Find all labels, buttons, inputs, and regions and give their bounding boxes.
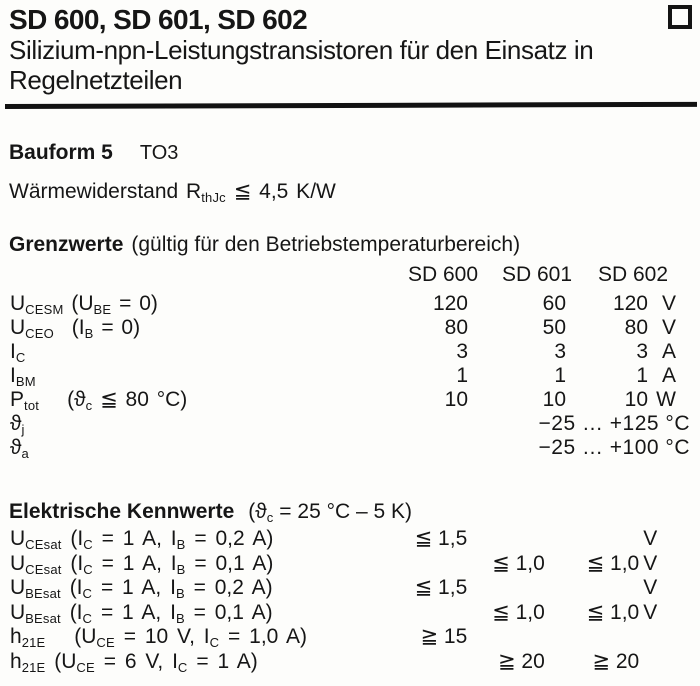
table-row-ubesat-01 xyxy=(10,601,678,626)
parameter-label: $U_{CEsat}$ ($I_C = 1$ A, $I_B = 0,2$ A) xyxy=(10,527,274,552)
value-sd600: ≦ 1,5 xyxy=(414,576,468,600)
value-sd602: 80 xyxy=(624,316,648,339)
column-header-sd601: SD 601 xyxy=(502,263,573,286)
parameter-label: $h_{21E}$ ($U_{CE} = 10$ V, $I_C = 1,0$ A) xyxy=(10,625,308,651)
parameter-label: $ϑ_j$ xyxy=(10,412,25,437)
value-sd600: 120 xyxy=(432,292,468,315)
limits-table xyxy=(10,292,690,460)
table-row-h21e-6v xyxy=(10,650,678,675)
thermal-resistance-line: Wärmewiderstand $R_{thJc}$ ≦ 4,5 K/W xyxy=(9,180,336,205)
unit: V xyxy=(661,292,676,315)
page-subtitle-line2: Regelnetzteilen xyxy=(9,65,183,95)
table-row-uceo xyxy=(10,316,690,340)
unit: V xyxy=(643,551,658,575)
value-sd602: 120 xyxy=(612,292,648,315)
value-sd600 xyxy=(410,601,468,626)
unit xyxy=(639,625,678,650)
value-sd601 xyxy=(467,625,545,650)
table-row-theta-j xyxy=(10,412,690,436)
table-row-ucesm xyxy=(10,292,690,316)
value-sd600 xyxy=(410,650,468,675)
table-row-h21e-10v xyxy=(10,625,678,650)
parameter-label: $U_{BEsat}$ ($I_C = 1$ A, $I_B = 0,2$ A) xyxy=(10,576,273,602)
unit: V xyxy=(643,527,658,550)
unit: V xyxy=(643,576,658,600)
value-sd601 xyxy=(467,527,545,552)
value-sd602 xyxy=(545,527,639,552)
bauform-value: TO3 xyxy=(139,142,179,164)
value-sd602: ≦ 1,0 xyxy=(586,551,640,575)
table-row-ubesat-02 xyxy=(10,576,678,601)
value-sd600: ≦ 1,5 xyxy=(414,527,468,550)
value-sd600: 3 xyxy=(456,340,468,363)
table-row-ptot xyxy=(10,388,690,412)
value-range: −25 … +100 °C xyxy=(538,436,690,459)
section-title-kennwerte: Elektrische Kennwerte ($ϑ_c = 25$ °C – 5 K) xyxy=(9,500,413,525)
value-sd602: ≦ 1,0 xyxy=(586,600,640,624)
value-sd602: 10 xyxy=(624,388,648,411)
value-sd601: 3 xyxy=(554,340,566,363)
header-divider xyxy=(5,102,697,109)
page-title: SD 600, SD 601, SD 602 xyxy=(9,4,308,35)
value-sd601: 50 xyxy=(542,316,566,339)
bauform-line xyxy=(9,141,178,165)
value-sd601 xyxy=(467,576,545,601)
table-row-theta-a xyxy=(10,436,690,460)
parameter-label: $I_C$ xyxy=(10,340,26,365)
parameter-label: $U_{CESM}$ $(U_{BE} = 0)$ xyxy=(10,292,158,317)
value-sd600: ≧ 15 xyxy=(420,625,468,649)
unit xyxy=(639,650,678,675)
table-row-ucesat-01 xyxy=(10,552,678,577)
parameter-label: $P_{tot}$ ($ϑ_c$ ≦ 80 °C) xyxy=(10,388,188,413)
table-row-ibm xyxy=(10,364,690,388)
value-sd600 xyxy=(410,552,468,577)
parameter-label: $h_{21E}$ ($U_{CE} = 6$ V, $I_C = 1$ A) xyxy=(10,649,258,675)
value-sd602: ≧ 20 xyxy=(592,649,640,673)
value-sd601: 10 xyxy=(542,388,566,411)
table-row-ic xyxy=(10,340,690,364)
value-sd600: 10 xyxy=(444,388,468,411)
limits-table-header xyxy=(0,263,700,287)
unit: A xyxy=(661,340,676,363)
column-header-sd600: SD 600 xyxy=(408,263,479,286)
bauform-label: Bauform 5 xyxy=(9,141,113,164)
unit: W xyxy=(656,388,676,411)
value-sd600: 80 xyxy=(444,316,468,339)
table-row-ucesat-02 xyxy=(10,527,678,552)
parameter-label: $I_{BM}$ xyxy=(10,364,36,389)
unit: V xyxy=(661,316,676,339)
parameter-label: $U_{BEsat}$ ($I_C = 1$ A, $I_B = 0,1$ A) xyxy=(10,600,273,626)
value-sd602: 1 xyxy=(636,364,648,387)
page-subtitle-line1: Silizium-npn-Leistungstransistoren für den Einsatz in xyxy=(9,35,594,65)
value-sd602: 3 xyxy=(636,340,648,363)
characteristics-table xyxy=(10,527,678,675)
value-sd600: 1 xyxy=(456,364,468,387)
value-sd602 xyxy=(545,625,639,650)
unit: V xyxy=(643,600,658,624)
value-sd601: 1 xyxy=(554,364,566,387)
parameter-label: $ϑ_a$ xyxy=(10,436,29,461)
parameter-label: $U_{CEsat}$ ($I_C = 1$ A, $I_B = 0,1$ A) xyxy=(10,551,274,577)
section-title-grenzwerte: Grenzwerte (gültig für den Betriebstemperaturbereich) xyxy=(9,233,521,256)
corner-square-icon xyxy=(668,5,692,29)
value-sd602 xyxy=(545,576,639,601)
value-sd601: ≦ 1,0 xyxy=(492,551,545,575)
unit: A xyxy=(661,364,676,387)
column-header-sd602: SD 602 xyxy=(598,263,669,286)
value-range: −25 … +125 °C xyxy=(538,412,690,435)
parameter-label: $U_{CEO}$ $(I_B = 0)$ xyxy=(10,316,141,341)
value-sd601: ≧ 20 xyxy=(497,649,545,673)
value-sd601: ≦ 1,0 xyxy=(492,600,545,624)
value-sd601: 60 xyxy=(542,292,566,315)
